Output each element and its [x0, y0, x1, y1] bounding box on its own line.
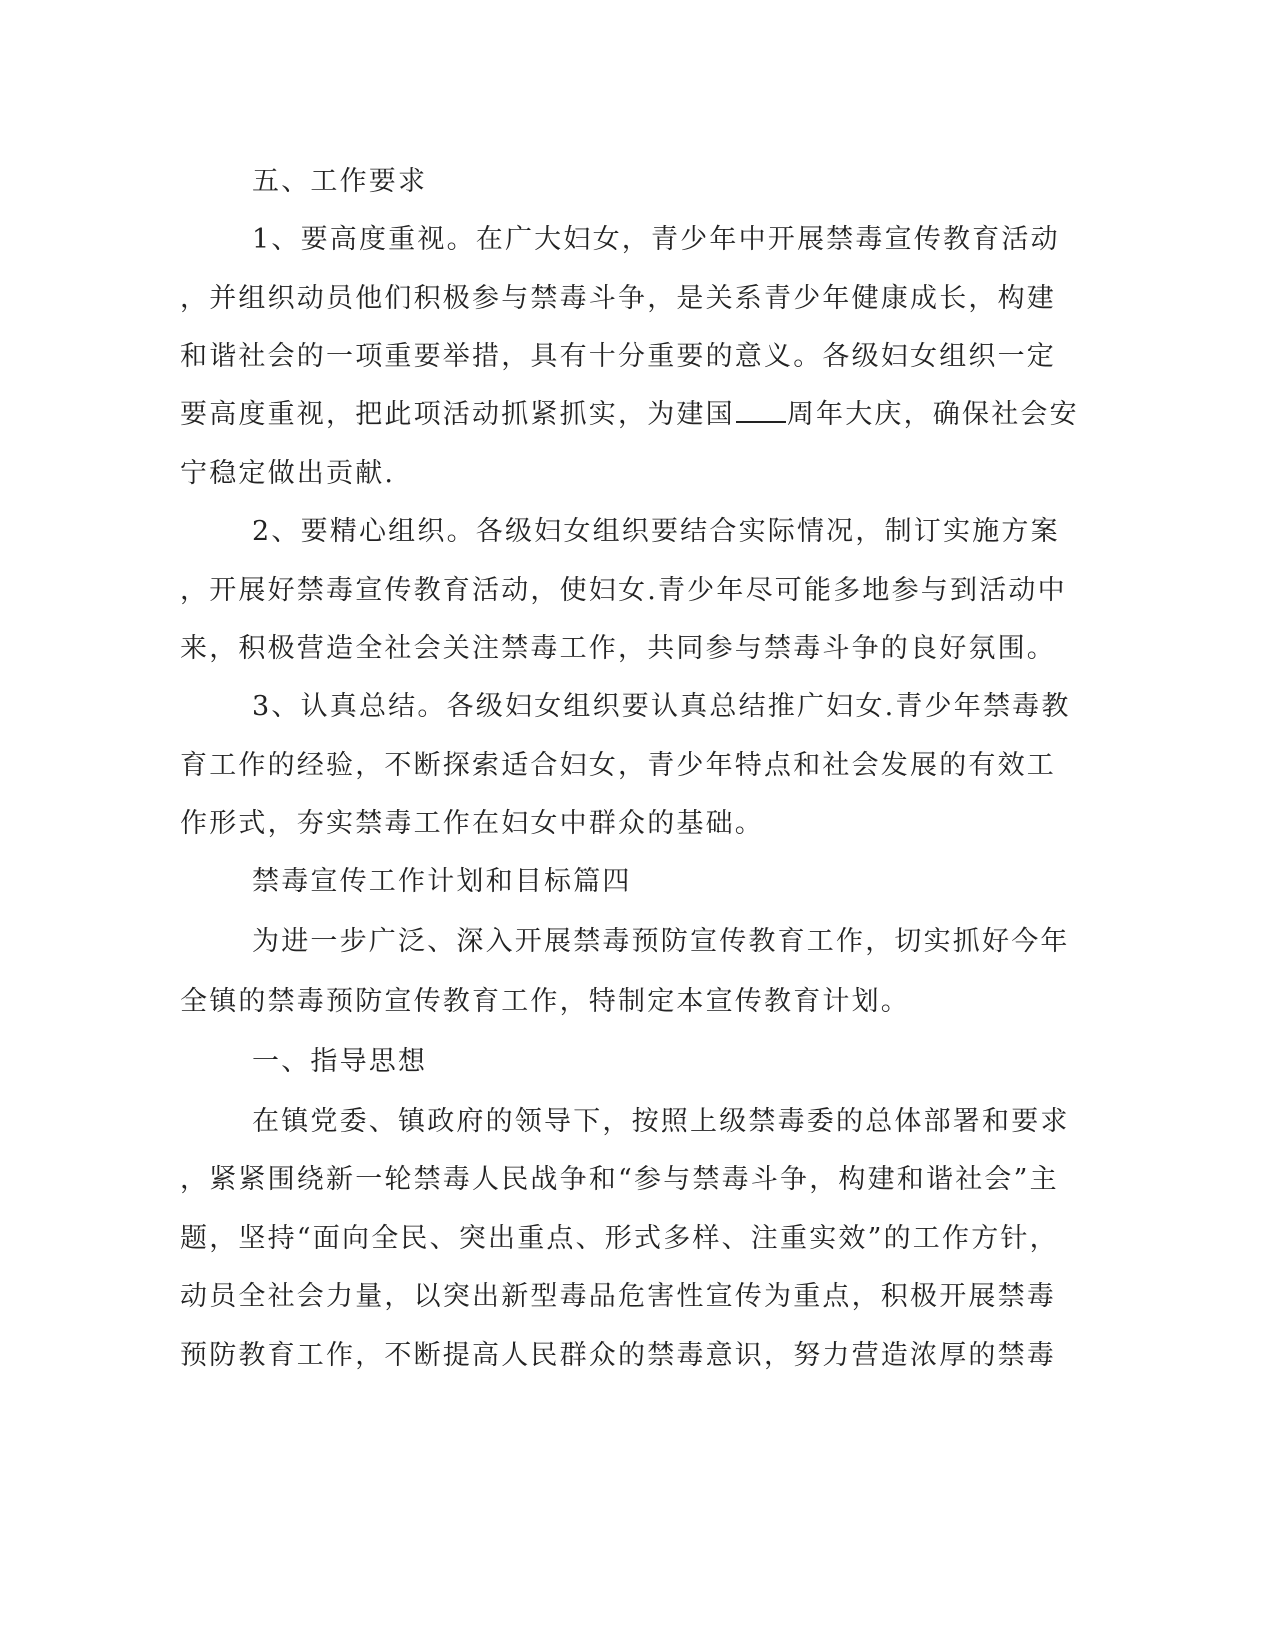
paragraph-line: 3、认真总结。各级妇女组织要认真总结推广妇女.青少年禁毒教 — [252, 691, 1071, 722]
fill-in-blank — [736, 399, 786, 423]
paragraph-line: 在镇党委、镇政府的领导下，按照上级禁毒委的总体部署和要求 — [252, 1106, 1070, 1137]
paragraph-line: 育工作的经验，不断探索适合妇女，青少年特点和社会发展的有效工 — [180, 750, 1056, 781]
paragraph-line: 作形式，夯实禁毒工作在妇女中群众的基础。 — [180, 808, 764, 839]
paragraph-line: 为进一步广泛、深入开展禁毒预防宣传教育工作，切实抓好今年 — [252, 926, 1070, 957]
paragraph-line: 动员全社会力量，以突出新型毒品危害性宣传为重点，积极开展禁毒 — [180, 1281, 1056, 1312]
paragraph-line: 来，积极营造全社会关注禁毒工作，共同参与禁毒斗争的良好氛围。 — [180, 633, 1056, 664]
paragraph-line: 1、要高度重视。在广大妇女，青少年中开展禁毒宣传教育活动 — [252, 224, 1060, 255]
paragraph-line: ，并组织动员他们积极参与禁毒斗争，是关系青少年健康成长，构建 — [180, 283, 1056, 314]
paragraph-line-part: 周年大庆，确保社会安 — [786, 399, 1079, 430]
paragraph-line: 宁稳定做出贡献. — [180, 458, 396, 489]
paragraph-line — [0, 397, 1275, 433]
paragraph-line: 2、要精心组织。各级妇女组织要结合实际情况，制订实施方案 — [252, 516, 1060, 547]
paragraph-line: 和谐社会的一项重要举措，具有十分重要的意义。各级妇女组织一定 — [180, 341, 1056, 372]
paragraph-line: 全镇的禁毒预防宣传教育工作，特制定本宣传教育计划。 — [180, 986, 910, 1017]
paragraph-line: 题，坚持“面向全民、突出重点、形式多样、注重实效”的工作方针， — [180, 1223, 1059, 1254]
section-heading-work-requirements: 五、工作要求 — [252, 166, 428, 197]
paragraph-line-part: 要高度重视，把此项活动抓紧抓实，为建国 — [180, 399, 735, 430]
paragraph-line: ，紧紧围绕新一轮禁毒人民战争和“参与禁毒斗争，构建和谐社会”主 — [180, 1164, 1059, 1195]
section-title-part-four: 禁毒宣传工作计划和目标篇四 — [252, 866, 632, 897]
paragraph-line: ，开展好禁毒宣传教育活动，使妇女.青少年尽可能多地参与到活动中 — [180, 575, 1067, 606]
paragraph-line: 预防教育工作，不断提高人民群众的禁毒意识，努力营造浓厚的禁毒 — [180, 1340, 1056, 1371]
section-heading-guiding-ideology: 一、指导思想 — [252, 1046, 428, 1077]
